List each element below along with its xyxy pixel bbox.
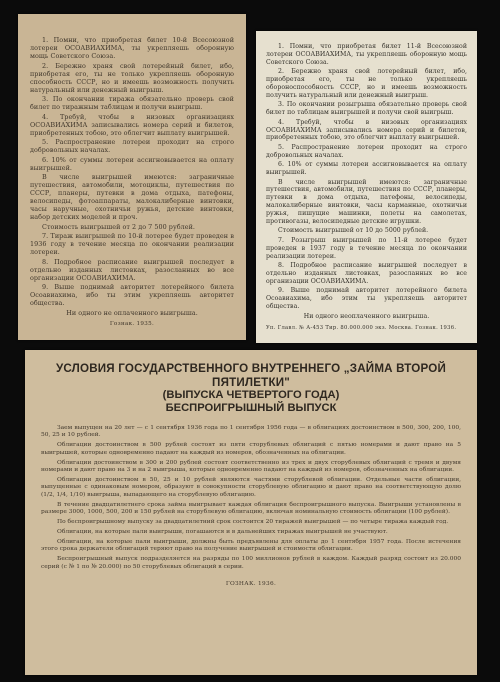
conditions-body <box>41 425 461 571</box>
rule-5: 5. Распространение лотереи проходит на строго добровольных началах. <box>266 143 467 159</box>
issue-type-subtitle: БЕСПРОИГРЫШНЫЙ ВЫПУСК <box>165 402 337 414</box>
condition-paragraph: Облигации достоинством в 50, 25 и 10 рублей являются частями сторублевой облигации. Отдельные части облигации, выпущенные с одинаковым номером, образуют в совокупности сторублевую облигацию и дают право на соответствующую долю (1/2, 1/4, 1/10) выигрыша, выпадающего на сторублевую облигацию. <box>41 476 461 498</box>
conditions-title: УСЛОВИЯ ГОСУДАРСТВЕННОГО ВНУТРЕННЕГО „ЗАЙМА ВТОРОЙ ПЯТИЛЕТКИ" <box>55 362 447 389</box>
condition-paragraph: Облигации, на которые пали выигрыши, погашаются и в дальнейших тиражах выигрышей не участвуют. <box>57 528 388 535</box>
printer-imprint: Уп. Главл. № А-453 Тир. 80.000.000 экз. Москва. Гознак. 1936. <box>266 325 457 332</box>
rule-4: 4. Требуй, чтобы в низовых организациях ОСОАВИАХИМА записывались номера серий и билетов, приобретенных тобою, это облегчит выплату выигрышей. <box>266 118 467 142</box>
rule-8: 8. Подробное расписание выигрышей последует в отдельно изданных листовках, разосланных во все организации ОСОАВИАХИМА. <box>30 257 234 282</box>
rule-1: 1. Помни, что приобретая билет 11-й Всесоюзной лотереи ОСОАВИАХИМА, ты укрепляешь оборонную мощь Советского Союза. <box>266 43 467 66</box>
condition-paragraph: Заем выпущен на 20 лет — с 1 сентября 1936 года по 1 сентября 1956 года — в облигациях достоинством в 500, 300, 200, 100, 50, 25 и 10 рублей. <box>41 425 461 439</box>
rule-3: 3. По окончании розыгрыша обязательно проверь свой билет по таблицам выигрышей и получи свой выигрыш. <box>266 101 467 117</box>
rule-2: 2. Бережно храня свой лотерейный билет, ибо, приобретая его, ты не только укрепляешь оборонную способность СССР, но и имеешь возможность получить натуральный или денежный выигрыш. <box>30 61 234 94</box>
printer-imprint: ГОЗНАК. 1936. <box>225 580 277 587</box>
prize-value-text: Стоимость выигрышей от 10 до 5000 рублей. <box>278 227 429 235</box>
loan-bond-conditions <box>25 350 477 675</box>
prize-value-text: Стоимость выигрышей от 2 до 7 500 рублей. <box>42 222 195 231</box>
condition-paragraph: Беспроигрышный выпуск подразделяется на разряды по 100 миллионов рублей в каждом. Каждый разряд состоит из 20.000 серий (с № 1 по № 20.000) по 50 сторублевых облигаций в серии. <box>41 556 461 570</box>
rule-8: 8. Подробное расписание выигрышей последует в отдельно изданных листовках, разосланных во все организации ОСОАВИАХИМА. <box>266 262 467 285</box>
rule-6: 6. 10% от суммы лотереи ассигновывается на оплату выигрышей. <box>30 155 234 172</box>
rule-9: 9. Выше поднимай авторитет лотерейного билета Осоавиахима, ибо этим ты укрепляешь авторитет общества. <box>266 287 467 311</box>
rule-5: 5. Распространение лотереи проходит на строго добровольных началах. <box>30 138 234 154</box>
condition-paragraph: Облигации достоинством в 500 рублей состоят из пяти сторублевых облигаций с пятью номерами и дают право на 5 выигрышей, которые одновременно падают на каждый из номеров, обозначенных на облигации. <box>41 442 461 456</box>
rule-4: 4. Требуй, чтобы в низовых организациях ОСОАВИАХИМА записывались номера серий и билетов, приобретенных тобою, это облегчит выплату выигрышей. <box>30 112 234 137</box>
rules-list <box>30 36 234 317</box>
rule-9: 9. Выше поднимай авторитет лотерейного билета Осоавиахима, ибо ты этим укрепляешь авторитет общества. <box>30 283 234 307</box>
condition-paragraph: По беспроигрышному выпуску за двадцатилетний срок состоится 20 тиражей выигрышей — по четыре тиража каждый год. <box>57 518 449 525</box>
condition-paragraph: В течение двадцатилетнего срока займа выигрывает каждая облигация беспроигрышного выпуска. Выигрыши установлены в размере 3000, 1000, 500, 200 и 150 рублей на сторублевую облигацию, включая номинальную стоимость облигации (100 рублей). <box>41 501 461 516</box>
rule-1: 1. Помни, что приобретая билет 10-й Всесоюзной лотереи ОСОАВИАХИМА, ты укрепляешь оборонную мощь Советского Союза. <box>30 36 234 60</box>
rule-2: 2. Бережно храня свой лотерейный билет, ибо, приобретая его, ты не только укрепляешь обороноспособность СССР, но и имеешь возможность получить натуральный или денежный выигрыш. <box>266 68 467 99</box>
prizes-text: В числе выигрышей имеются: заграничные путешествия, автомобили, мотоциклы, путешествия по СССР, планеры, путевки в дома отдыха, патефоны, велосипеды, фотоаппараты, малокалиберные винтовки, часы наручные, охотничьи ружья, детские винтовки, набор детских моделей и проч. <box>30 173 234 221</box>
condition-paragraph: Облигации достоинством в 300 и 200 рублей состоят соответственно из трех и двух сторублевых облигаций с тремя и двумя номерами и дают право на 3 и на 2 выигрыша, которые одновременно падают на каждый из номеров, обозначенных на облигации. <box>41 459 461 474</box>
printer-imprint: Гознак. 1935. <box>109 320 155 327</box>
rule-6: 6. 10% от суммы лотереи ассигновывается на оплату выигрышей. <box>266 161 467 177</box>
issue-year-subtitle: (ВЫПУСКА ЧЕТВЕРТОГО ГОДА) <box>162 389 340 401</box>
rule-7: 7. Розыгрыш выигрышей по 11-й лотерее будет проведен в 1937 году в течение месяца по окончании реализации лотереи. <box>266 236 467 260</box>
rules-list <box>266 43 467 320</box>
closing-slogan: Ни одного не оплаченного выигрыша. <box>66 308 198 317</box>
prizes-text: В числе выигрышей имеются: заграничные путешествия, автомобили, путешествия по СССР, планеры, путевки в дома отдыха, патефоны, велосипеды, малокалиберные винтовки, часы карманные, охотничьи ружья, пишущие машинки, полеты на самолетах, противогазы, велосипедные детские игрушки. <box>266 178 467 226</box>
closing-slogan: Ни одного неоплаченного выигрыша. <box>303 312 430 320</box>
rule-3: 3. По окончании тиража обязательно проверь свой билет по тиражным таблицам и получи выигрыш. <box>30 95 234 111</box>
lottery-ticket-back-11th <box>256 31 477 343</box>
rule-7: 7. Тираж выигрышей по 10-й лотерее будет проведен в 1936 году в течение месяца по окончании реализации лотереи. <box>30 232 234 256</box>
lottery-ticket-back-10th <box>18 14 246 340</box>
condition-paragraph: Облигации, на которые пали выигрыши, должны быть предъявлены для оплаты до 1 сентября 1957 года. После истечения этого срока держатели облигаций теряют право на получение выигрышей и стоимости облигации. <box>41 538 461 553</box>
